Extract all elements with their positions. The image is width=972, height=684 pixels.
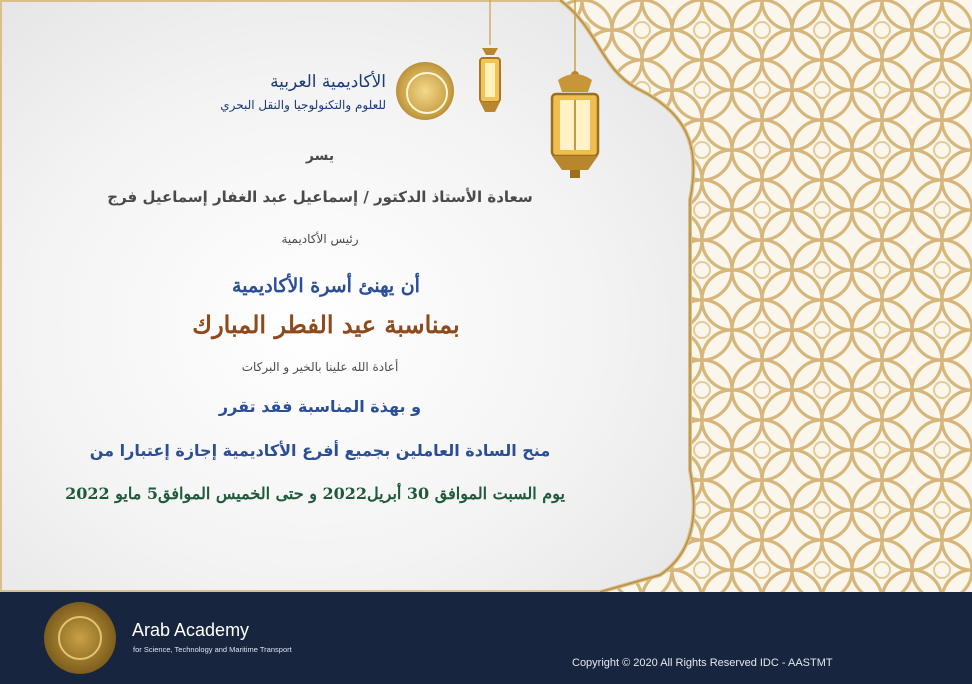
dates-line: يوم السبت الموافق 30 أبريل2022 و حتى الخميس الموافق5 مايو 2022: [65, 484, 565, 503]
holiday-line: منح السادة العاملين بجميع أفرع الأكاديمية إجازة إعتبارا من: [89, 441, 551, 460]
academy-logo: [222, 62, 454, 126]
president-name: سعادة الأستاذ الدكتور / إسماعيل عبد الغفار إسماعيل فرج: [107, 188, 533, 206]
lantern-small-icon: [470, 0, 510, 125]
footer-academy-name: Arab Academy: [132, 620, 250, 640]
decision-line: و بهذة المناسبة فقد تقرر: [218, 397, 422, 416]
greeting-intro: يسر: [305, 148, 335, 164]
academy-seal-icon: [396, 62, 454, 120]
occasion-line: بمناسبة عيد الفطر المبارك: [192, 310, 460, 339]
congrats-line: أن يهنئ أسرة الأكاديمية: [232, 275, 420, 297]
logo-arabic-subtitle: للعلوم والتكنولوجيا والنقل البحري: [220, 98, 386, 112]
footer-seal-icon: [44, 602, 116, 674]
president-title: رئيس الأكاديمية: [281, 232, 359, 246]
footer-copyright: Copyright © 2020 All Rights Reserved IDC - AASTMT: [572, 657, 833, 669]
lantern-large-icon: [540, 0, 610, 182]
logo-arabic-name: الأكاديمية العربية: [270, 72, 386, 92]
blessing-line: أعادة الله علينا بالخير و البركات: [241, 360, 399, 374]
footer: [0, 592, 972, 684]
footer-academy-subtitle: for Science, Technology and Maritime Transport: [133, 645, 292, 654]
